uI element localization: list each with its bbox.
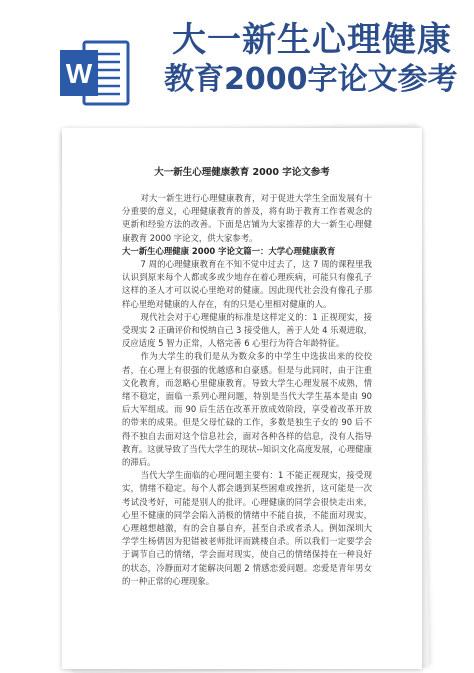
document-body	[122, 192, 372, 588]
word-document-icon	[58, 38, 130, 108]
paragraph: 对大一新生进行心理健康教育，对于促进大学生全面发展有十分重要的意义，心理健康教育的普及，将有助于教育工作者观念的更新和经验方法的改善。下面是店铺为大家推荐的大一新生心理健康教育 2000 字论文，供大家参考。	[122, 193, 372, 243]
paragraph: 当代大学生面临的心理问题主要有：1 不能正视现实，接受现实，情绪不稳定。每个人都会遇到某些困难或挫折，这可能是一次考试没考好，可能是别人的批评。心理健康的同学会很快走出来，心里不健康的同学会陷入消极的情绪中不能自拔，不能面对现实，心理越想越激，有的会自暴自弃，甚至自杀或者杀人。例如深圳大学学生杨倩因为犯错被老师批评而跳楼自杀。所以我们一定要学会于调节自己的情绪，学会面对现实，使自己的情绪保持在一种良好的状态，冷静面对才能解决问题 2 情感恋爱问题。恋爱是青年男女的一种正常的心理现象。	[122, 470, 372, 586]
paragraph: 7 周的心理健康教育在不知不觉中过去了，这 7 周的课程里我认识到原来每个人都或多或少地存在着心理疾病，可能只有像孔子这样的圣人才可以说心里绝对的健康。因此现代社会没有像孔子那样心里绝对健康的人存在，有的只是心里相对健康的人。	[122, 259, 372, 309]
banner-title-line2: 教育2000字论文参考	[164, 62, 458, 97]
document-title: 大一新生心理健康教育 2000 字论文参考	[154, 167, 330, 178]
paragraph: 作为大学生的我们是从为数众多的中学生中选拔出来的佼佼者，在心理上有很强的优越感和自豪感。但是与此同时，由于注重文化教育，而忽略心里健康教育。导致大学生心理发展不成熟，情绪不稳定，面临一系列心理问题，特别是当代大学生基本是由 90 后大军组成。而 90 后生活在改革开放成效阶段，享受着改革开放的带来的成果。但是父母忙碌的工作，多数是独生子女的 90 后不得不独自去面对这个信息社会，面对各种各样的信息，没有人指导教育。这就导致了当代大学生的现状--知识文化高度发展，心理健康的滞后。	[122, 351, 372, 468]
section-heading: 大一新生心理健康 2000 字论文篇一：大学心理健康教育	[122, 245, 336, 256]
svg-text:W: W	[65, 58, 93, 89]
banner-title-line1: 大一新生心理健康	[172, 20, 452, 60]
banner	[0, 0, 474, 128]
paragraph: 现代社会对于心理健康的标准是这样定义的：1 正视现实，接受现实 2 正确评价和悦纳自己 3 接受他人，善于人处 4 乐观进取，反应适度 5 智力正常，人格完善 6 心里行为符合年龄特征。	[122, 311, 372, 349]
document-page	[62, 128, 422, 669]
banner-title	[164, 20, 472, 100]
